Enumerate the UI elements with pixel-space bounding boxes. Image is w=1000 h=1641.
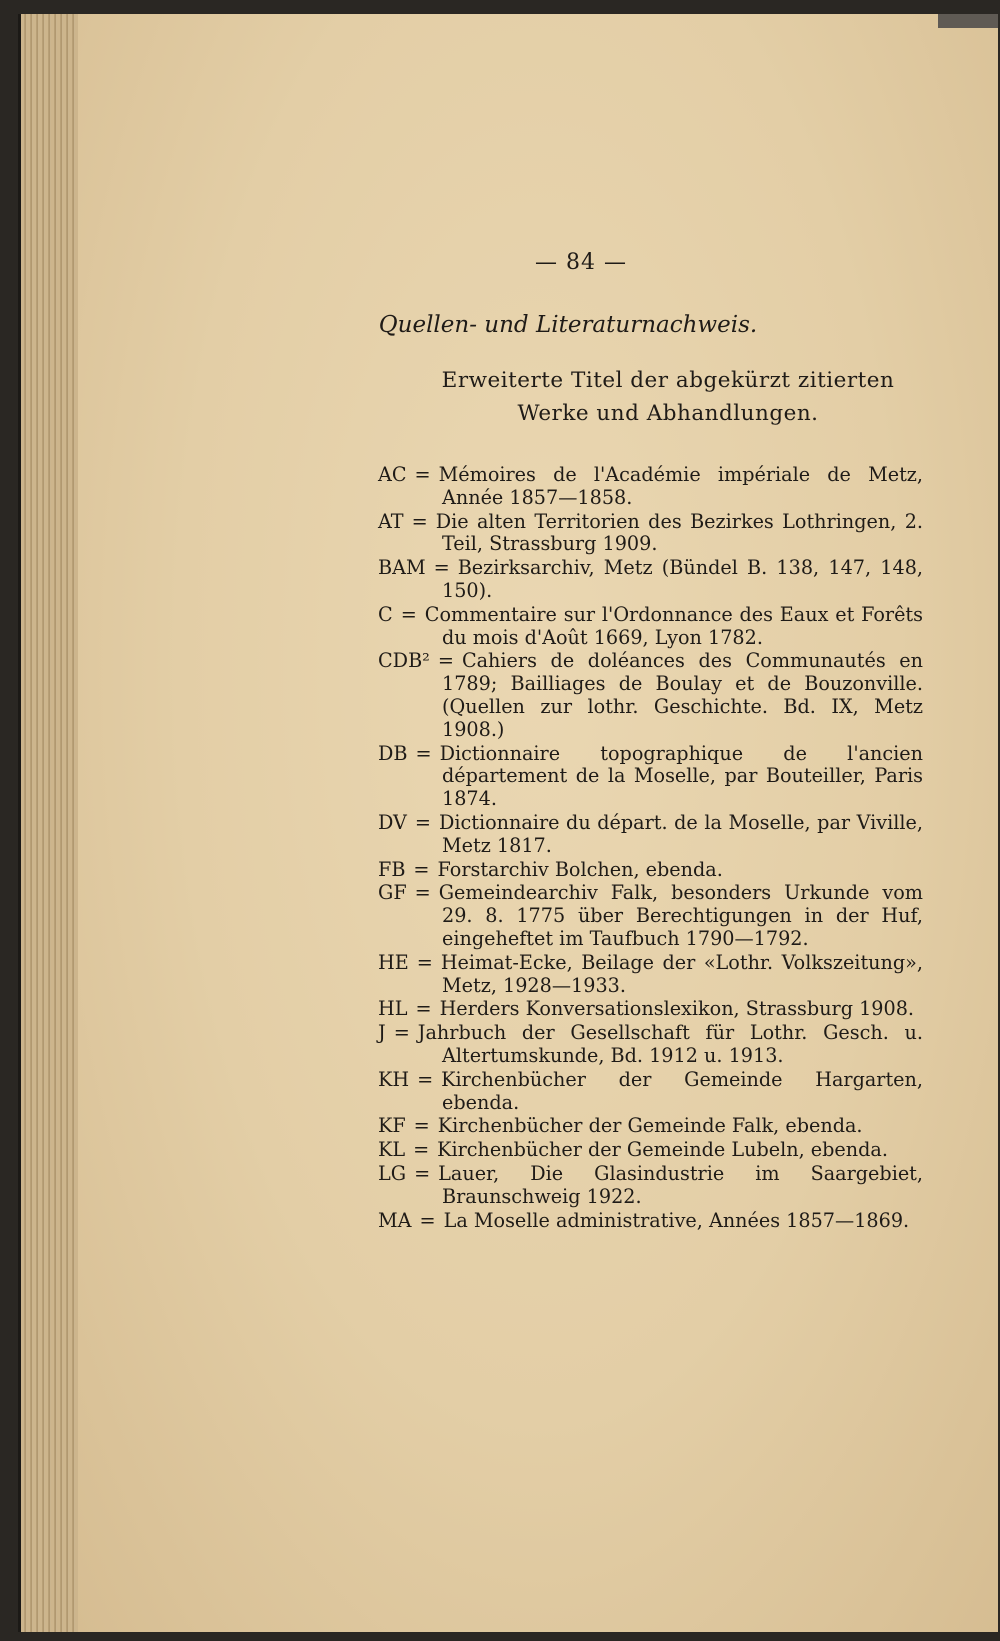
entry-abbreviation: FB — [378, 857, 406, 881]
abbreviation-entry — [378, 743, 923, 811]
equals-sign: = — [413, 1114, 430, 1138]
abbreviation-entry — [378, 1115, 923, 1138]
page-corner-shadow — [938, 14, 998, 28]
abbreviation-entry — [378, 557, 923, 603]
equals-sign: = — [417, 1067, 434, 1091]
subheading-line: Werke und Abhandlungen. — [517, 401, 819, 426]
entry-abbreviation: LG — [378, 1161, 407, 1185]
entry-text: Bezirksarchiv, Metz (Bündel B. 138, 147, 148, 150). — [442, 556, 923, 602]
entry-abbreviation: J — [378, 1021, 386, 1045]
book-page-edges — [18, 14, 83, 1632]
entry-abbreviation: HL — [378, 997, 408, 1021]
entry-text: Forstarchiv Bolchen, ebenda. — [437, 857, 723, 881]
entry-text: Kirchenbücher der Gemeinde Hargarten, ebenda. — [441, 1067, 923, 1114]
book-page — [78, 14, 998, 1632]
entry-abbreviation: DB — [378, 741, 408, 765]
entry-abbreviation: MA — [378, 1208, 412, 1232]
abbreviation-entry — [378, 464, 923, 510]
equals-sign: = — [414, 1161, 431, 1185]
entry-abbreviation: DV — [378, 810, 407, 834]
section-heading: Quellen- und Literaturnachweis. — [378, 312, 758, 338]
entry-abbreviation: GF — [378, 881, 407, 905]
abbreviation-entry — [378, 952, 923, 998]
abbreviation-entry — [378, 511, 923, 557]
entry-text: Die alten Territorien des Bezirkes Lothringen, 2. Teil, Strassburg 1909. — [435, 509, 923, 556]
abbreviation-entry — [378, 650, 923, 741]
equals-sign: = — [414, 810, 431, 834]
equals-sign: = — [400, 602, 417, 626]
abbreviation-list — [378, 464, 923, 1233]
entry-text: Mémoires de l'Académie impériale de Metz, Année 1857—1858. — [438, 463, 923, 509]
entry-abbreviation: KL — [378, 1138, 406, 1162]
equals-sign: = — [415, 997, 432, 1021]
entry-abbreviation: AT — [378, 509, 404, 533]
equals-sign: = — [393, 1021, 410, 1045]
abbreviation-entry — [378, 859, 923, 882]
equals-sign: = — [419, 1208, 436, 1232]
entry-abbreviation: CDB² — [378, 649, 430, 673]
entry-text: Heimat-Ecke, Beilage der «Lothr. Volkszeitung», Metz, 1928—1933. — [440, 950, 923, 997]
entry-text: Lauer, Die Glasindustrie im Saargebiet, Braunschweig 1922. — [438, 1161, 923, 1208]
subheading-line: Erweiterte Titel der abgekürzt zitierten — [441, 368, 895, 393]
abbreviation-entry — [378, 1163, 923, 1209]
abbreviation-entry — [378, 882, 923, 950]
equals-sign: = — [413, 857, 430, 881]
entry-abbreviation: C — [378, 602, 393, 626]
equals-sign: = — [415, 741, 432, 765]
abbreviation-entry — [378, 998, 923, 1021]
abbreviation-entry — [378, 812, 923, 858]
entry-abbreviation: KF — [378, 1114, 406, 1138]
abbreviation-entry — [378, 1069, 923, 1115]
entry-text: Herders Konversationslexikon, Strassburg 1908. — [439, 997, 915, 1021]
page-number: — 84 — — [535, 250, 627, 275]
abbreviation-entry — [378, 1022, 923, 1068]
equals-sign: = — [437, 649, 454, 673]
entry-text: Kirchenbücher der Gemeinde Falk, ebenda. — [437, 1114, 863, 1138]
equals-sign: = — [413, 1138, 430, 1162]
entry-text: Dictionnaire du départ. de la Moselle, par Viville, Metz 1817. — [438, 810, 923, 857]
entry-abbreviation: KH — [378, 1067, 410, 1091]
equals-sign: = — [411, 509, 428, 533]
entry-text: Commentaire sur l'Ordonnance des Eaux et Forêts du mois d'Août 1669, Lyon 1782. — [424, 602, 923, 649]
entry-text: Kirchenbücher der Gemeinde Lubeln, ebenda. — [437, 1138, 888, 1162]
abbreviation-entry — [378, 604, 923, 650]
abbreviation-entry — [378, 1139, 923, 1162]
entry-text: Gemeindearchiv Falk, besonders Urkunde vom 29. 8. 1775 über Berechtigungen in der Huf, eingeheftet im Taufbuch 1790—1792. — [438, 881, 923, 950]
entry-abbreviation: HE — [378, 950, 409, 974]
section-subheading — [378, 364, 958, 430]
abbreviation-entry — [378, 1210, 923, 1233]
entry-abbreviation: AC — [378, 463, 407, 486]
entry-abbreviation: BAM — [378, 556, 426, 580]
entry-text: Dictionnaire topographique de l'ancien département de la Moselle, par Bouteiller, Paris 1874. — [439, 741, 923, 811]
entry-text: Jahrbuch der Gesellschaft für Lothr. Gesch. u. Altertumskunde, Bd. 1912 u. 1913. — [417, 1021, 923, 1067]
entry-text: Cahiers de doléances des Communautés en 1789; Bailliages de Boulay et de Bouzonville. (Quellen zur lothr. Geschichte. Bd. IX, Metz 1908.) — [442, 649, 923, 741]
equals-sign: = — [433, 556, 450, 580]
equals-sign: = — [414, 881, 431, 905]
equals-sign: = — [414, 463, 431, 486]
entry-text: La Moselle administrative, Années 1857—1869. — [443, 1208, 910, 1232]
equals-sign: = — [416, 950, 433, 974]
